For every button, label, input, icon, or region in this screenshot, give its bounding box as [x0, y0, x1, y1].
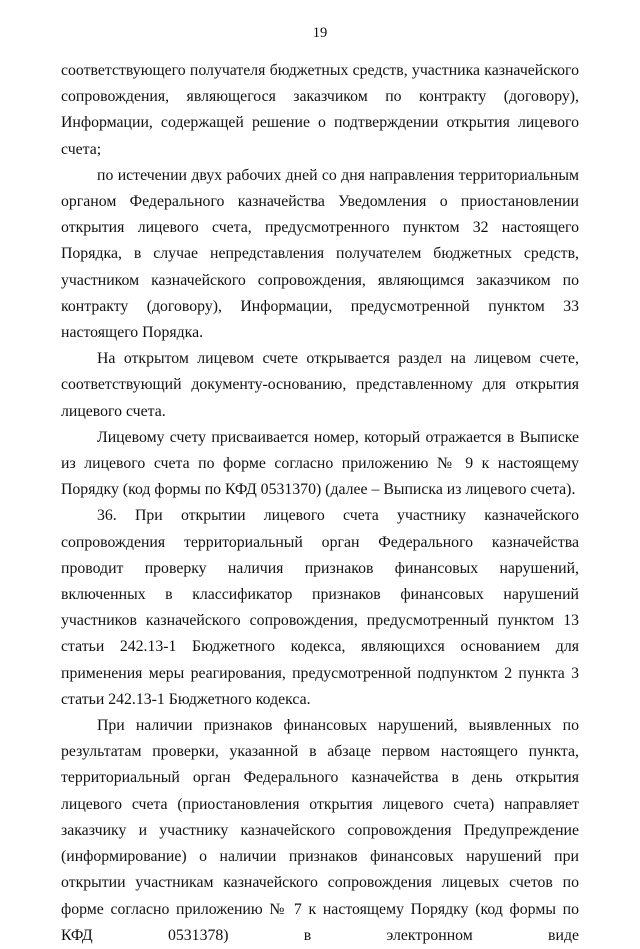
paragraph-deadline: по истечении двух рабочих дней со дня направления территориальным органом Федерального казначейства Уведомления о приостановлении открытия лицевого счета, предусмотренного пунктом 32 настоящего Порядка, в случае непредставления получателем бюджетных средств, участником казначейского сопровождения, являющимся заказчиком по контракту (договору), Информации, предусмотренной пунктом 33 настоящего Порядка. [61, 166, 579, 342]
document-body [61, 58, 579, 949]
page-number: 19 [312, 25, 328, 41]
paragraph-continuation: соответствующего получателя бюджетных средств, участника казначейского сопровождения, являющегося заказчиком по контракту (договору), Информации, содержащей решение о подтверждении открытия лицевого счета; [61, 62, 579, 158]
paragraph-section-opening: На открытом лицевом счете открывается раздел на лицевом счете, соответствующий документу-основанию, представленному для открытия лицевого счета. [61, 350, 579, 420]
paragraph-item-36: 36. При открытии лицевого счета участнику казначейского сопровождения территориальный орган Федерального казначейства проводит проверку наличия признаков финансовых нарушений, включенных в классификатор признаков финансовых нарушений участников казначейского сопровождения, предусмотренный пунктом 13 статьи 242.13-1 Бюджетного кодекса, являющихся основанием для применения меры реагирования, предусмотренной подпунктом 2 пункта 3 статьи 242.13-1 Бюджетного кодекса. [61, 507, 579, 708]
paragraph-warning: При наличии признаков финансовых нарушений, выявленных по результатам проверки, указанной в абзаце первом настоящего пункта, территориальный орган Федерального казначейства в день открытия лицевого счета (приостановления открытия лицевого счета) направляет заказчику и участнику казначейского сопровождения Предупреждение (информирование) о наличии признаков финансовых нарушений при открытии участникам казначейского сопровождения лицевых счетов по форме согласно приложению № 7 к настоящему Порядку (код формы по КФД 0531378) в электронном виде [61, 717, 579, 944]
paragraph-account-number: Лицевому счету присваивается номер, который отражается в Выписке из лицевого счета по форме согласно приложению № 9 к настоящему Порядку (код формы по КФД 0531370) (далее – Выписка из лицевого счета). [61, 428, 579, 499]
